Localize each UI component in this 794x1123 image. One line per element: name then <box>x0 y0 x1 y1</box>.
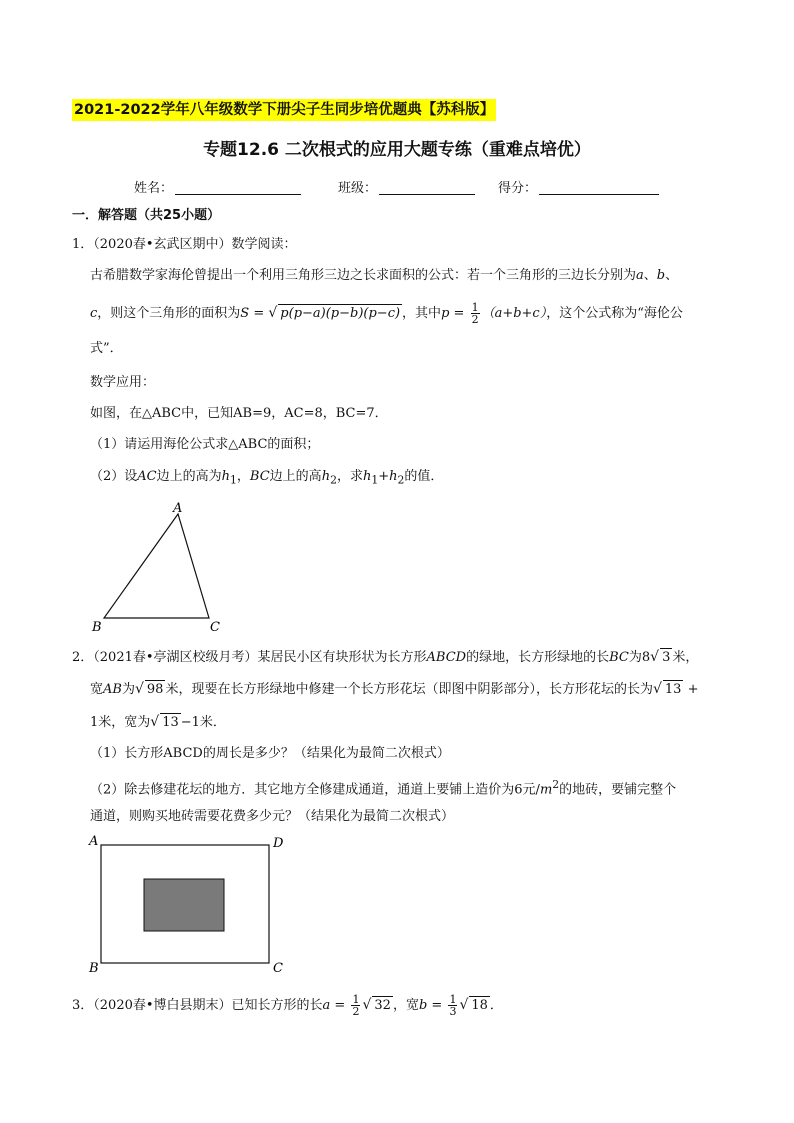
q1-line-1: 古希腊数学家海伦曾提出一个利用三角形三边之长求面积的公式：若一个三角形的三边长分别为a、b、 <box>90 268 679 283</box>
q3-line-1: 3．（2020春•博白县期末）已知长方形的长a = $\frac{1}{2}$ √ 32 ，宽b = $\frac{1}{3}$ √ 18 ． <box>72 993 503 1018</box>
q2-part-2-cont: 通道，则购买地砖需要花费多少元？（结果化为最简二次根式） <box>90 809 455 824</box>
half-fraction: $\frac{1}{2}$ <box>471 301 479 326</box>
score-field <box>498 177 659 196</box>
triangle-figure <box>88 500 228 639</box>
vertex-label-c: C <box>210 620 220 635</box>
flower-bed-shaded <box>144 879 224 931</box>
q1-line-2: c，则这个三角形的面积为S = √ p(p−a)(p−b)(p−c) ，其中p = $\frac{1}{2}$ （a+b+c），这个公式称为“海伦公 <box>90 301 683 326</box>
class-field <box>338 177 475 196</box>
name-blank-line <box>175 180 301 195</box>
page-title: 专题12.6 二次根式的应用大题专练（重难点培优） <box>203 140 591 160</box>
q1-part-2: （2）设AC边上的高为$h_1$，BC边上的高$h_2$，求$h_1+h_2$的值． <box>90 469 444 487</box>
series-header: 2021-2022学年八年级数学下册尖子生同步培优题典【苏科版】 <box>72 99 496 121</box>
sqrt-symbol: √ <box>268 305 278 321</box>
vertex-label-a: A <box>173 501 183 516</box>
q1-line-3: 式”． <box>90 341 123 356</box>
q2-line-1: 2．（2021春•亭湖区校级月考）某居民小区有块形状为长方形ABCD的绿地，长方形绿地的长BC为8√ 3 米， <box>72 649 699 665</box>
q2-part-2: （2）除去修建花坛的地方．其它地方全修建成通道，通道上要铺上造价为6元$/m^2$的地砖，要铺完整个 <box>90 778 677 798</box>
class-blank-line <box>379 180 475 195</box>
vertex-label-b: B <box>92 620 102 635</box>
q1-line-5: 如图，在△ABC中，已知AB=9，AC=8，BC=7． <box>90 406 388 421</box>
q2-line-2: 宽AB为√ 98 米，现要在长方形绿地中修建一个长方形花坛（即图中阴影部分），长方形花坛的长为√ 13 + <box>90 681 699 697</box>
vertex-label-d: D <box>273 836 284 851</box>
q1-heading: 1．（2020春•玄武区期中）数学阅读： <box>72 237 297 252</box>
vertex-label-b: B <box>89 961 99 976</box>
score-blank-line <box>539 180 659 195</box>
score-label: 得分： <box>498 181 538 196</box>
q2-line-3: 1米，宽为√ 13 −1米． <box>90 714 226 730</box>
q2-part-1: （1）长方形ABCD的周长是多少？（结果化为最简二次根式） <box>90 746 450 761</box>
rectangle-figure <box>86 832 296 981</box>
vertex-label-a: A <box>89 834 99 849</box>
class-label: 班级： <box>338 181 378 196</box>
triangle-abc <box>104 514 209 618</box>
q1-part-1: （1）请运用海伦公式求△ABC的面积； <box>90 437 320 452</box>
vertex-label-c: C <box>273 961 283 976</box>
name-label: 姓名： <box>134 181 174 196</box>
q1-line-4: 数学应用： <box>90 375 156 390</box>
section-heading: 一．解答题（共25小题） <box>72 208 221 223</box>
heron-radicand: p(p−a)(p−b)(p−c) <box>280 306 401 321</box>
name-field <box>134 177 301 196</box>
